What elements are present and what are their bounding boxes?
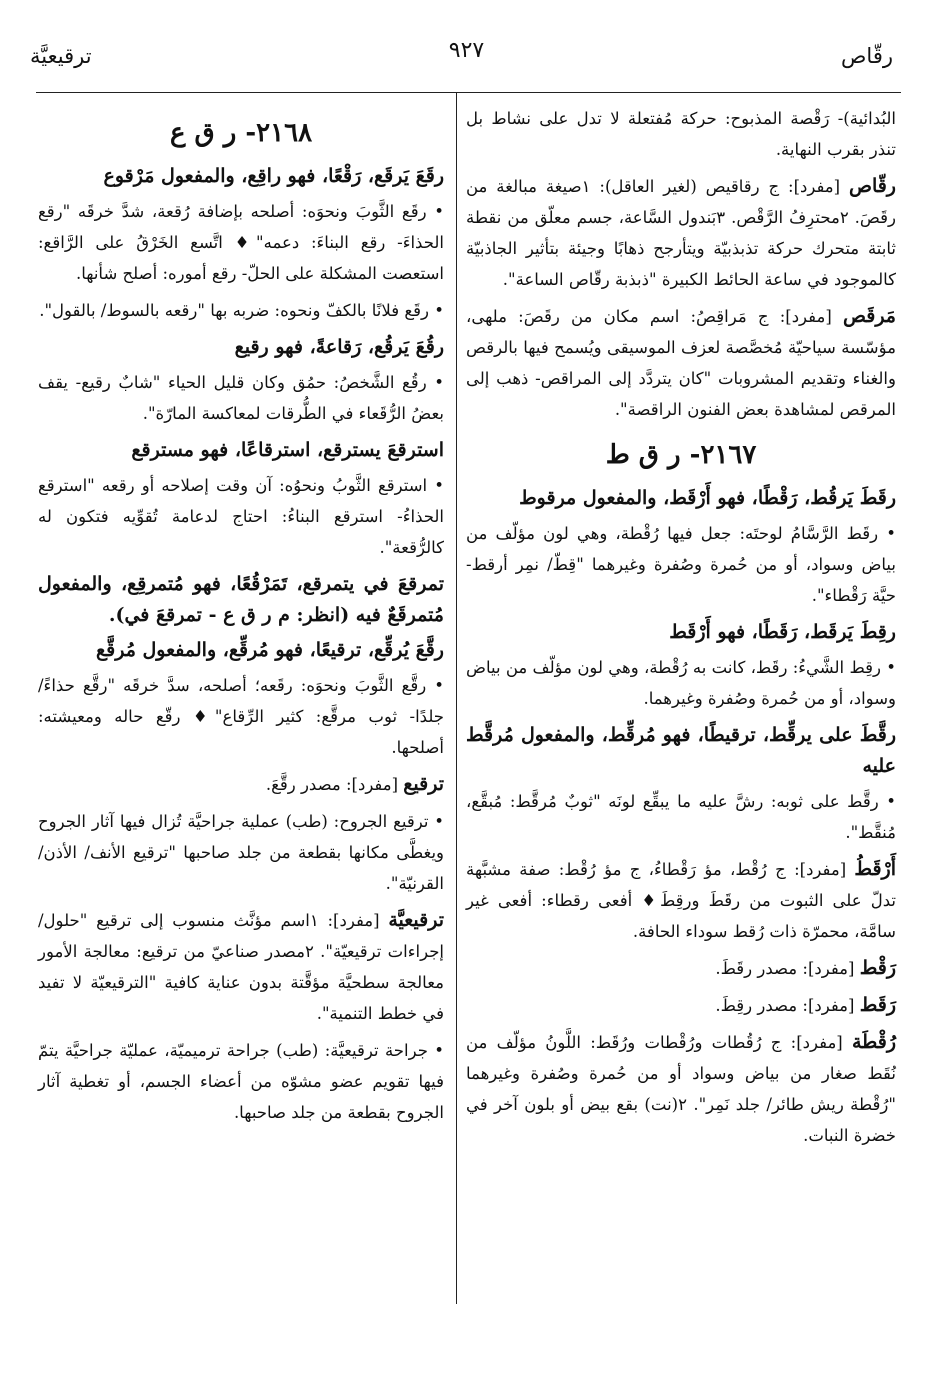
dictionary-entry (466, 854, 896, 947)
sense-line: • رقَّع الثَّوبَ ونحوَه: رقَعه؛ أصلحه، سدَّ خرقَه "رقَّع حذاءً/ جلدًا- ثوب مرقَّع: كثير الرِّقاع"♦ رقّع حاله ومعيشته: أصلحها. (38, 676, 444, 757)
entry-text: [مفرد]: ج مَراقِصُ: اسم مكان من رقَصَ: ملهى، مؤسّسة سياحيّة مُخصَّصة لعزف الموسيقى ويُسمح فيها بالرقص والغناء وتقديم المشروبات "كان يتردَّد إلى المراقص- ذهب إلى المرقص لمشاهدة بعض الفنون الراقصة". (466, 307, 896, 419)
entry-text: [مفرد]: مصدر رقِطَ. (715, 996, 860, 1015)
entry-headword: رَقَط (859, 994, 896, 1016)
sense-line: • استرقع الثَّوبُ ونحوُه: آن وقت إصلاحه أو رقعه "استرقع الحذاءُ- استرقع البناءُ: احتاج لدعامة تُقوِّيه فتكون له كالرُّقعة". (38, 476, 444, 557)
entry-text: [مفرد]: ج رُقُطات ورُقْطات ورُقَط: اللَّونُ مؤلّف من نُقَط صغار من بياض وسواد أو من حُمرة وصُفرة وغيرهما "رُقْطة ريش طائر/ جلد نَمِر". ٢(نت) بقع بيض أو بلون آخر في خضرة النبات. (466, 1033, 896, 1145)
dictionary-entry (38, 769, 444, 800)
verb-derivation: رقُعَ يَرقُع، رَقاعةً، فهو رقيع (234, 336, 444, 358)
entry-headword: أَرْقَطُ (854, 858, 896, 880)
left-column (38, 103, 444, 1134)
sense-line: • رقَّط على ثوبه: رشَّ عليه ما يبقِّع لونَه "ثوبٌ مُرقَّط: مُبقَّع، مُنقَّط". (466, 792, 896, 842)
dictionary-entry (466, 171, 896, 295)
dictionary-entry (466, 301, 896, 425)
header-left-word: ترقيعيَّة (30, 44, 92, 68)
entry-text: [مفرد]: ج رقاقيص (لغير العاقل): ١صيغة مبالغة من رقَصَ. ٢محترِفُ الرَّقْص. ٣بَندول السَّاعة، جسم معلّق من نقطة ثابتة متحرك حركة تذبذبيّة ويتأرجح ذهابًا وجيئة بتأثير الجاذبيّة كالموجود في ساعة الحائط الكبيرة "ذبذبة رقّاص الساعة". (466, 177, 896, 289)
verb-derivation: تمرقعَ في يتمرقع، تَمَرْقُعًا، فهو مُتمرقِع، والمفعول مُتمرقَعٌ فيه (انظر: م ر ق ع - تمرقعَ في). (38, 573, 444, 626)
verb-derivation: استرقعَ يسترقع، استرقاعًا، فهو مسترقع (131, 439, 444, 461)
entry-text: [مفرد]: ج رُقْط، مؤ رَقْطاءُ، ج مؤ رُقْط: صفة مشبَّهة تدلّ على الثبوت من رقَطَ ورقِطَ♦ أفعى رقطاء: أفعى غير سامَّة، محمرّة ذات رُقط سوداء الحافة. (466, 860, 896, 941)
verb-derivation: رقَعَ يَرقَع، رَقْعًا، فهو راقِع، والمفعول مَرْقوع (103, 165, 444, 187)
dictionary-entry (38, 905, 444, 1029)
entry-text: [مفرد]: مصدر رقَّعَ. (265, 775, 404, 794)
entry-text: [مفرد]: مصدر رقَطَ. (715, 959, 860, 978)
entry-headword: ترقيع (403, 773, 444, 795)
dictionary-entry (466, 953, 896, 984)
sense-line: • رقَع فلانًا بالكفّ ونحوه: ضربه بها "رقعه بالسوط/ بالقول". (39, 301, 444, 320)
page-header (30, 38, 903, 78)
entry-headword: رُقْطَة (851, 1031, 896, 1053)
verb-derivation: رقَّطَ على يرقِّط، ترقيطًا، فهو مُرقِّط، والمفعول مُرقَّط عليه (466, 724, 896, 777)
sense-line: • رقَط الرَّسَّامُ لوحتَه: جعل فيها رُقْطة، وهي لون مؤلّف من بياض وسواد، أو من حُمرة وصُفرة وغيرهما "قِطّ/ نمِر أرقط- حيَّة رَقْطاء". (466, 524, 896, 605)
entry-headword: ترقيعيَّة (388, 909, 444, 931)
entry-text: [مفرد]: ١اسم مؤنَّث منسوب إلى ترقيع "حلول/ إجراءات ترقيعيّة". ٢مصدر صناعيّ من ترقيع: معالجة الأمور معالجة سطحيَّة مؤقَّتة بدون عناية كافية "الترقيعيّة لا تفيد في خطط التنمية". (38, 911, 444, 1023)
dictionary-entry (466, 1027, 896, 1151)
entry-headword: مَرقَص (842, 305, 896, 327)
column-divider (456, 92, 457, 1304)
header-right-word: رقّاص (841, 44, 893, 68)
sense-line: • جراحة ترقيعيَّة: (طب) جراحة ترميميّة، عمليّة جراحيَّة يتمّ فيها تقويم عضو مشوّه من أعضاء الجسم، أو تغطية آثار الجروح بقطعة من جلد صاحبها. (38, 1041, 444, 1122)
verb-derivation: رقِطَ يَرقَط، رَقَطًا، فهو أَرْقَط (669, 621, 896, 643)
root-heading: ٢١٦٧- ر ق ط (605, 440, 757, 470)
verb-derivation: رقَطَ يَرقُط، رَقْطًا، فهو أَرْقَط، والمفعول مرقوط (519, 487, 896, 509)
entry-headword: رقّاص (848, 175, 896, 197)
page-number: ٩٢٧ (448, 38, 485, 63)
right-column (466, 103, 896, 1157)
entry-text: البُدائية)- رَقْصة المذبوح: حركة مُفتعلة لا تدل على نشاط بل تنذر بقرب النهاية. (466, 109, 896, 159)
sense-line: • رقُع الشَّخصُ: حمُق وكان قليل الحياء "شابٌ رقيع- يقف بعضُ الرُّقَعاء في الطُّرقات لمعاكسة المارّة". (38, 373, 444, 423)
dictionary-entry (466, 103, 896, 165)
sense-line: • رقَع الثَّوبَ ونحوَه: أصلحه بإضافة رُقعة، شدَّ خرقَه "رقع الحذاءَ- رقع البناءَ: دعمه"♦ اتَّسع الخَرْقُ على الرَّاقع: استعصت المشكلة على الحلّ- رقع أموره: أصلح شأنها. (38, 202, 444, 283)
dictionary-entry (466, 990, 896, 1021)
header-rule (36, 92, 901, 93)
sense-line: • رقِط الشَّيءُ: رقَط، كانت به رُقْطة، وهي لون مؤلّف من بياض وسواد، أو من حُمرة وصُفرة وغيرهما. (466, 658, 896, 708)
verb-derivation: رقَّعَ يُرقِّع، ترقيعًا، فهو مُرقِّع، والمفعول مُرقَّع (96, 639, 444, 661)
sense-line: • ترقيع الجروح: (طب) عملية جراحيَّة تُزال فيها آثار الجروح ويغطَّى مكانها بقطعة من جلد صاحبها "ترقيع الأنف/ الأذن/ القرنيّة". (38, 812, 444, 893)
entry-headword: رَقْط (859, 957, 896, 979)
root-heading: ٢١٦٨- ر ق ع (169, 118, 313, 148)
